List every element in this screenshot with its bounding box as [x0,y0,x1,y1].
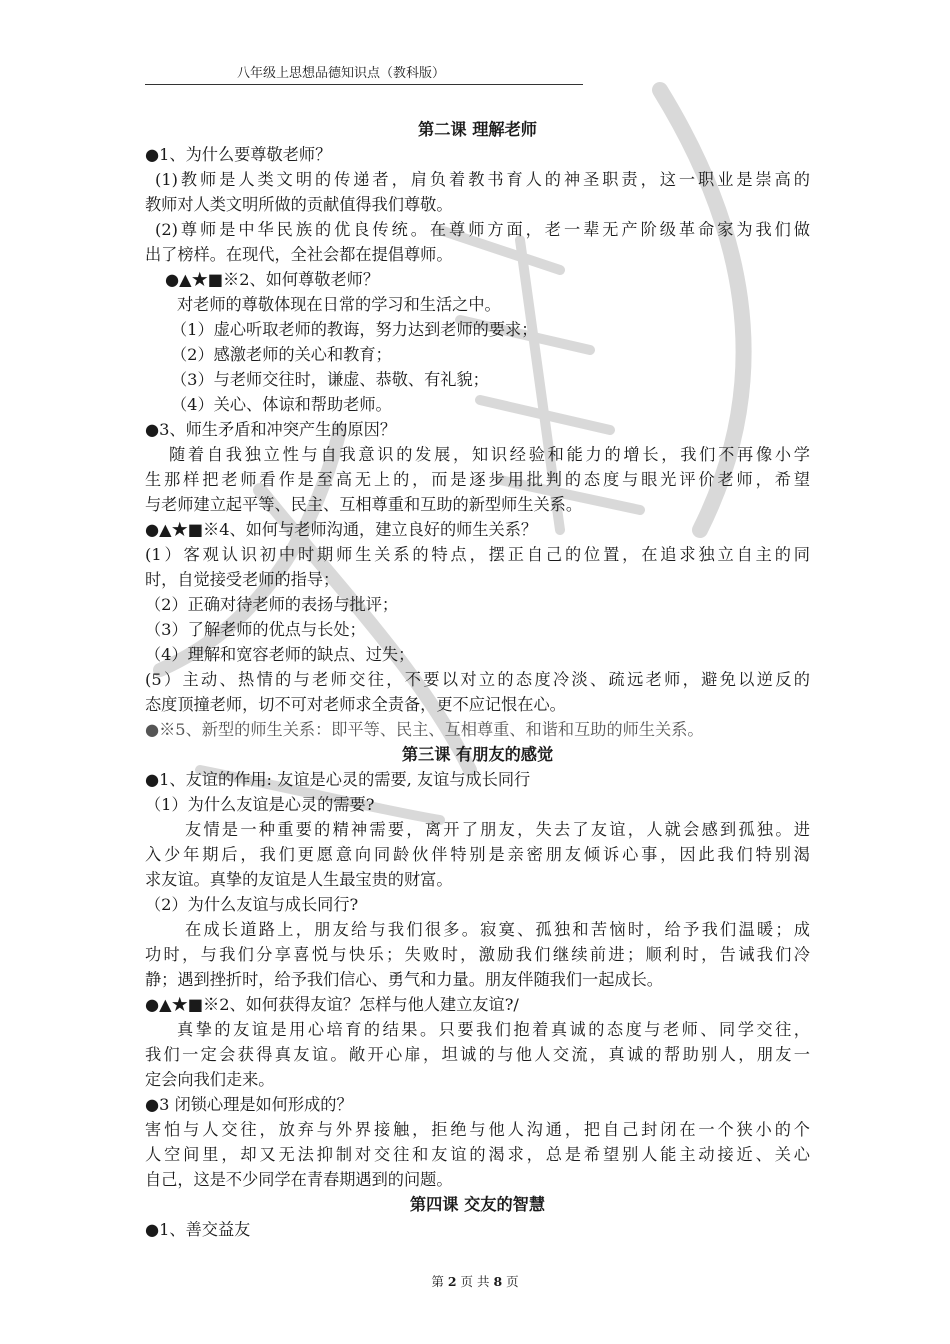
text-line: ●1、友谊的作用: 友谊是心灵的需要, 友谊与成长同行 [145,770,531,789]
text-line: （2）正确对待老师的表扬与批评； [145,595,399,614]
text-line: (5）主动、热情的与老师交往，不要以对立的态度冷淡、疏远老师，避免以逆反的 [145,670,810,689]
text-line: （2）为什么友谊与成长同行? [145,895,359,914]
text-line: (1）客观认识初中时期师生关系的特点，摆正自己的位置，在追求独立自主的同 [145,545,810,564]
text-line: 在成长道路上，朋友给与我们很多。寂寞、孤独和苦恼时，给予我们温暖；成 [185,920,810,939]
page-header [145,64,583,85]
footer-page-number: 2 [447,1274,457,1289]
text-line: 教师对人类文明所做的贡献值得我们尊敬。 [145,195,453,214]
text-line: 与老师建立起平等、民主、互相尊重和互助的新型师生关系。 [145,495,583,514]
text-line: （1）为什么友谊是心灵的需要? [145,795,375,814]
text-line: 对老师的尊敬体现在日常的学习和生活之中。 [177,295,501,314]
text-line: ●▲★■※2、如何尊敬老师？ [165,270,380,289]
text-line: (2)尊师是中华民族的优良传统。在尊师方面，老一辈无产阶级革命家为我们做 [155,220,810,239]
section-heading: 第三课 有朋友的感觉 [401,745,554,764]
text-line: 定会向我们走来。 [145,1070,275,1089]
page-footer [0,1273,950,1291]
text-line: 随着自我独立性与自我意识的发展，知识经验和能力的增长，我们不再像小学 [169,445,810,464]
text-line: ●1、为什么要尊敬老师？ [145,145,332,164]
text-line: 人空间里，却又无法抑制对交往和友谊的渴求，总是希望别人能主动接近、关心 [145,1145,810,1164]
text-line: （3）了解老师的优点与长处； [145,620,366,639]
text-line: ●3 闭锁心理是如何形成的？ [145,1095,353,1114]
text-line: 生那样把老师看作是至高无上的，而是逐步用批判的态度与眼光评价老师，希望 [145,470,810,489]
text-line: 态度顶撞老师，切不可对老师求全责备，更不应记恨在心。 [145,695,566,714]
header-title: 八年级上思想品德知识点（教科版） [237,66,446,81]
text-line: ●▲★■※4、如何与老师沟通，建立良好的师生关系？ [145,520,538,539]
text-line: 功时，与我们分享喜悦与快乐；失败时，激励我们继续前进；顺利时，告诫我们冷 [145,945,810,964]
footer-total-pages: 8 [493,1274,503,1289]
text-line: 出了榜样。在现代，全社会都在提倡尊师。 [145,245,453,264]
text-line: 害怕与人交往，放弃与外界接触，拒绝与他人沟通，把自己封闭在一个狭小的个 [145,1120,810,1139]
footer-suffix: 页 [506,1274,519,1289]
text-line: （4）关心、体谅和帮助老师。 [171,395,392,414]
text-line: （2）感激老师的关心和教育； [171,345,392,364]
text-line: （3）与老师交往时，谦虚、恭敬、有礼貌； [171,370,489,389]
text-line: （4）理解和宽容老师的缺点、过失； [145,645,415,664]
text-line: 我们一定会获得真友谊。敞开心扉，坦诚的与他人交流，真诚的帮助别人，朋友一 [145,1045,810,1064]
text-line: ●3、师生矛盾和冲突产生的原因？ [145,420,397,439]
text-line: 静；遇到挫折时，给予我们信心、勇气和力量。朋友伴随我们一起成长。 [145,970,663,989]
section-heading: 第二课 理解老师 [418,120,537,139]
text-line: ●※5、新型的师生关系：即平等、民主、互相尊重、和谐和互助的师生关系。 [145,720,704,739]
text-line: 友情是一种重要的精神需要，离开了朋友，失去了友谊，人就会感到孤独。进 [185,820,810,839]
document-body [145,117,810,1242]
text-line: (1)教师是人类文明的传递者，肩负着教书育人的神圣职责，这一职业是崇高的 [155,170,810,189]
section-heading: 第四课 交友的智慧 [409,1195,546,1214]
text-line: 入少年期后，我们更愿意向同龄伙伴特别是亲密朋友倾诉心事，因此我们特别渴 [145,845,810,864]
text-line: 真挚的友谊是用心培育的结果。只要我们抱着真诚的态度与老师、同学交往， [177,1020,810,1039]
footer-mid: 页 共 [460,1274,490,1289]
text-line: ●1、善交益友 [145,1220,251,1239]
text-line: 时，自觉接受老师的指导； [145,570,340,589]
footer-prefix: 第 [431,1274,444,1289]
text-line: ●▲★■※2、如何获得友谊？怎样与他人建立友谊?/ [145,995,519,1014]
text-line: 求友谊。真挚的友谊是人生最宝贵的财富。 [145,870,453,889]
text-line: （1）虚心听取老师的教诲，努力达到老师的要求； [171,320,538,339]
text-line: 自己，这是不少同学在青春期遇到的问题。 [145,1170,453,1189]
